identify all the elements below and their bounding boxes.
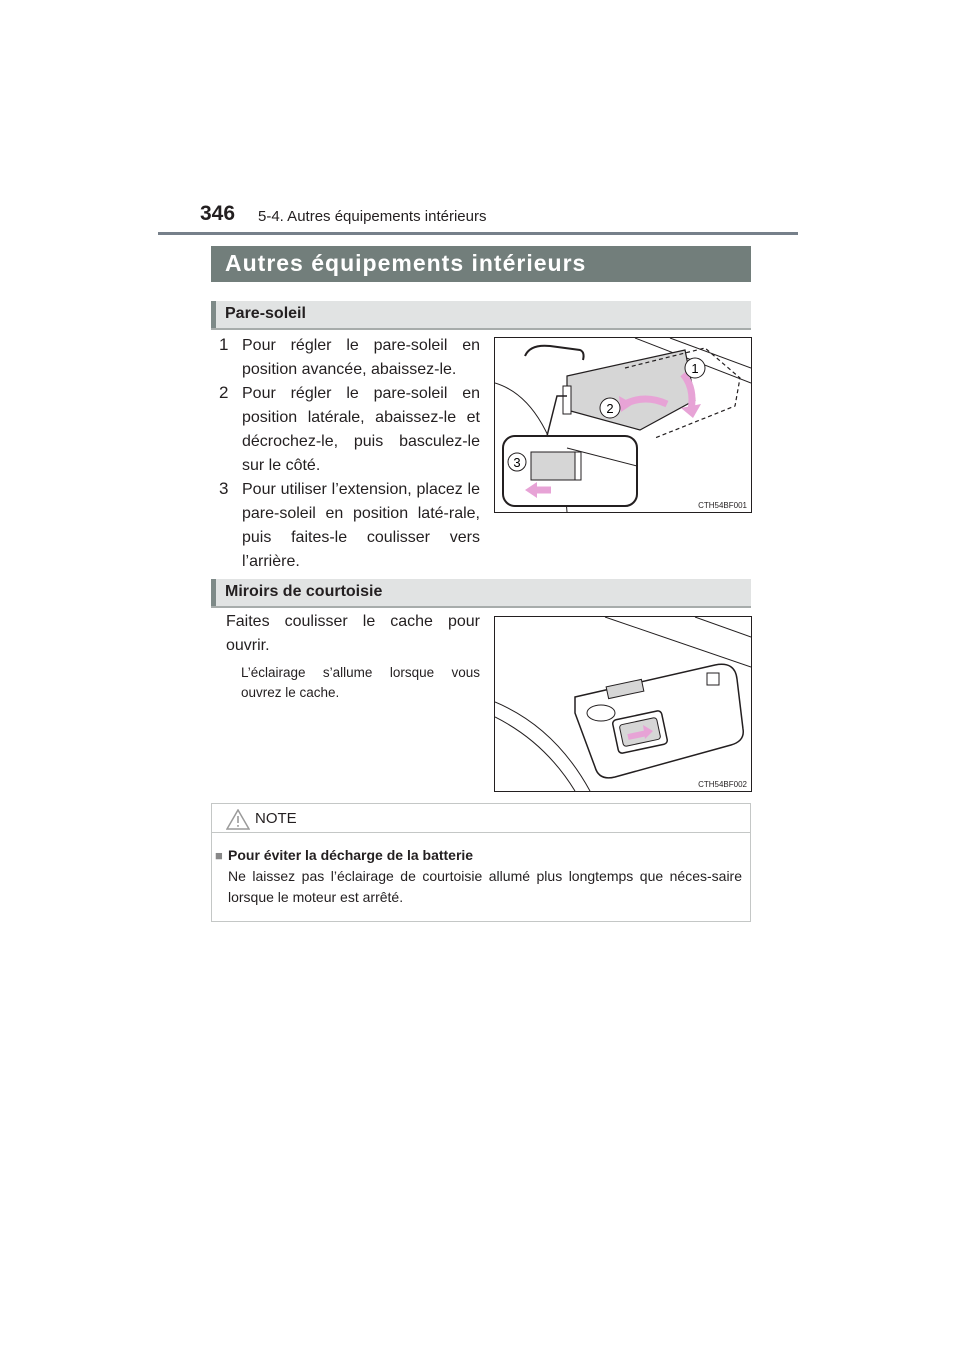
square-bullet-icon: ■ xyxy=(215,848,223,863)
callout-label: 3 xyxy=(513,455,521,470)
callout-label: 1 xyxy=(691,361,699,376)
notice-body: Ne laissez pas l’éclairage de courtoisie allumé plus longtemps que néces-saire lorsque le moteur est arrêté. xyxy=(228,868,742,905)
vanity-mirror-instruction: Faites coulisser le cache pour ouvrir. xyxy=(226,613,480,654)
step-number: 3 xyxy=(219,479,229,498)
step-text: Pour utiliser l’extension, placez le pare-soleil en position laté-rale, puis faites-le coulisser vers l’arrière. xyxy=(242,481,480,570)
notice-box xyxy=(211,803,751,922)
callout-label: 2 xyxy=(606,401,614,416)
vanity-mirror-heading: Miroirs de courtoisie xyxy=(225,583,383,600)
heading-accent xyxy=(211,579,216,606)
page-number: 346 xyxy=(200,202,236,225)
vanity-mirror-note: L’éclairage s’allume lorsque vous ouvrez le cache. xyxy=(241,665,480,700)
page-title-bar xyxy=(211,246,751,282)
vanity-mirror-heading-bar xyxy=(211,579,751,608)
sun-visor-heading-bar xyxy=(211,301,751,330)
sun-visor-heading: Pare-soleil xyxy=(225,305,306,322)
heading-accent xyxy=(211,301,216,328)
section-header: 5-4. Autres équipements intérieurs xyxy=(258,208,487,225)
figure-code: CTH54BF001 xyxy=(698,501,747,510)
step-text: Pour régler le pare-soleil en position avancée, abaissez-le. xyxy=(242,337,480,378)
sun-visor-illustration xyxy=(494,337,752,513)
header-divider xyxy=(158,232,798,235)
figure-code: CTH54BF002 xyxy=(698,780,747,789)
page-title: Autres équipements intérieurs xyxy=(225,250,587,276)
warning-triangle-icon xyxy=(226,809,250,830)
notice-divider xyxy=(212,832,750,833)
step-number: 2 xyxy=(219,383,229,402)
notice-title: NOTE xyxy=(255,810,297,827)
vanity-mirror-drawing xyxy=(495,617,751,791)
step-number: 1 xyxy=(219,335,229,354)
sun-visor-drawing xyxy=(495,338,751,512)
notice-subtitle: Pour éviter la décharge de la batterie xyxy=(228,847,474,863)
vanity-mirror-illustration xyxy=(494,616,752,792)
step-text: Pour régler le pare-soleil en position latérale, abaissez-le et décrochez-le, puis basculez-le sur le côté. xyxy=(242,385,480,474)
